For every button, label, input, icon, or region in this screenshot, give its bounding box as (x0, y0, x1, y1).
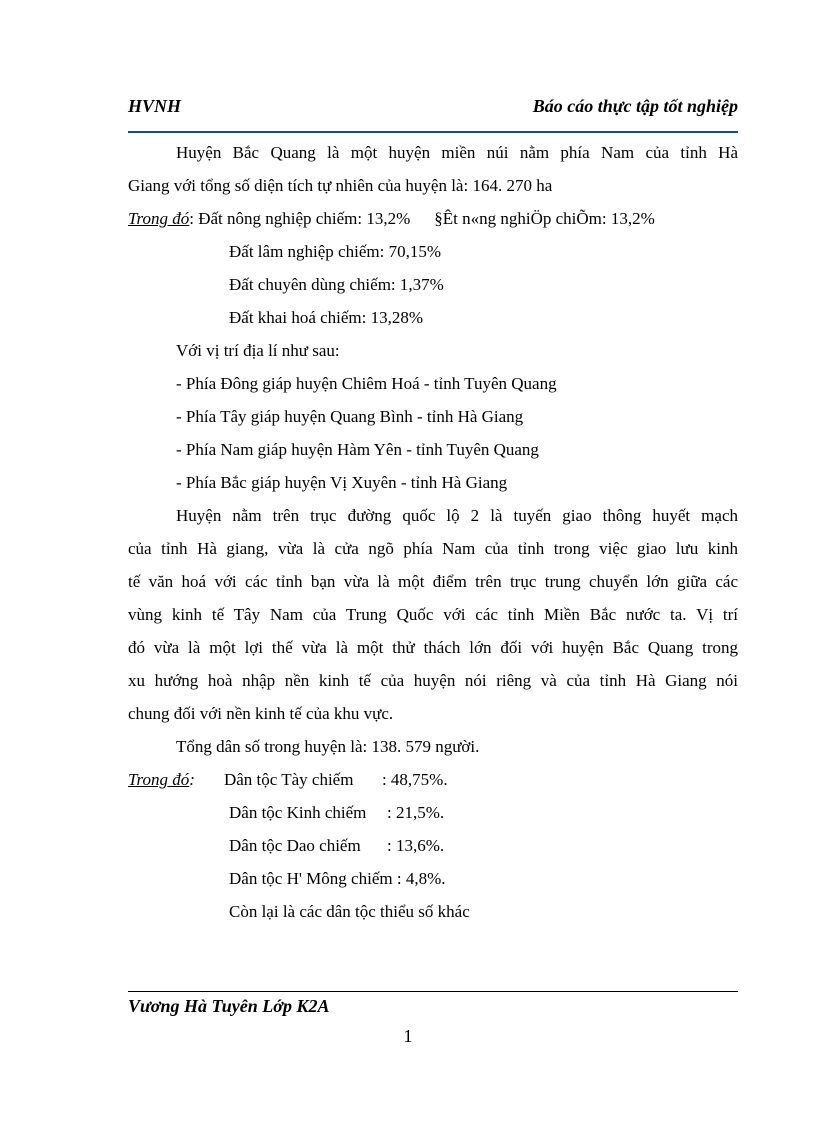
header-left: HVNH (128, 96, 182, 116)
land-use-first: : Đất nông nghiệp chiếm: 13,2% (189, 209, 411, 228)
ethnic-line (128, 796, 738, 829)
intro-line-2: Giang với tổng số diện tích tự nhiên của huyện là: 164. 270 ha (128, 176, 553, 195)
header-right: Báo cáo thực tập tốt nghiệp (532, 96, 738, 116)
footer-author: Vương Hà Tuyên Lớp K2A (128, 996, 330, 1016)
ethnic-value: : 48,75%. (381, 770, 448, 789)
land-use-line (128, 202, 738, 235)
paragraph-line: tế văn hoá với các tỉnh bạn vừa là một điểm trên trục trung chuyển lớn giữa các (128, 572, 738, 591)
border-item: - Phía Đông giáp huyện Chiêm Hoá - tỉnh Tuyên Quang (176, 374, 557, 393)
ethnic-name: Dân tộc Tày chiếm (223, 770, 354, 789)
border-item: - Phía Bắc giáp huyện Vị Xuyên - tỉnh Hà Giang (176, 473, 508, 492)
paragraph-line: đó vừa là một lợi thế vừa là một thử thách lớn đối với huyện Bắc Quang trong (128, 638, 738, 657)
ethnic-name: Dân tộc Kinh chiếm (229, 803, 367, 822)
population-label-colon: : (189, 770, 195, 789)
ethnic-line (128, 862, 738, 895)
paragraph-line: Huyện nằm trên trục đường quốc lộ 2 là tuyến giao thông huyết mạch (176, 506, 738, 525)
land-use-garbled: §Êt n«ng nghiÖp chiÕm: 13,2% (434, 209, 655, 228)
page-number: 1 (403, 1026, 413, 1046)
ethnic-line (128, 829, 738, 862)
location-intro: Với vị trí địa lí như sau: (176, 341, 340, 360)
paragraph-last-line: chung đối với nền kinh tế của khu vực. (128, 704, 394, 723)
population-label: Trong đó (128, 770, 190, 789)
paragraph-line: vùng kinh tế Tây Nam của Trung Quốc với các tỉnh Miền Bắc nước ta. Vị trí (128, 605, 738, 624)
intro-line-1: Huyện Bắc Quang là một huyện miền núi nằm phía Nam của tỉnh Hà (176, 143, 738, 162)
ethnic-name: Dân tộc Dao chiếm (229, 836, 361, 855)
land-item: Đất lâm nghiệp chiếm: 70,15% (229, 242, 441, 261)
paragraph-line: của tỉnh Hà giang, vừa là cửa ngõ phía Nam của tỉnh trong việc giao lưu kinh (128, 539, 738, 558)
paragraph-line: xu hướng hoà nhập nền kinh tế của huyện nói riêng và của tỉnh Hà Giang nói (128, 671, 738, 690)
land-item: Đất chuyên dùng chiếm: 1,37% (229, 275, 444, 294)
ethnic-value: : 21,5%. (387, 803, 445, 822)
ethnic-value: : 13,6%. (387, 836, 445, 855)
ethnic-line (128, 763, 738, 796)
ethnic-value: : 4,8%. (396, 869, 446, 888)
land-item: Đất khai hoá chiếm: 13,28% (229, 308, 424, 327)
ethnic-rest: Còn lại là các dân tộc thiểu số khác (229, 902, 470, 921)
footer-rule (128, 991, 738, 992)
ethnic-name: Dân tộc H' Mông chiếm (229, 869, 393, 888)
population-line: Tổng dân số trong huyện là: 138. 579 người. (176, 737, 480, 756)
border-item: - Phía Tây giáp huyện Quang Bình - tỉnh Hà Giang (176, 407, 524, 426)
header-rule (128, 131, 738, 133)
document-body (128, 136, 738, 928)
border-item: - Phía Nam giáp huyện Hàm Yên - tỉnh Tuyên Quang (176, 440, 539, 459)
land-use-label: Trong đó (128, 209, 190, 228)
